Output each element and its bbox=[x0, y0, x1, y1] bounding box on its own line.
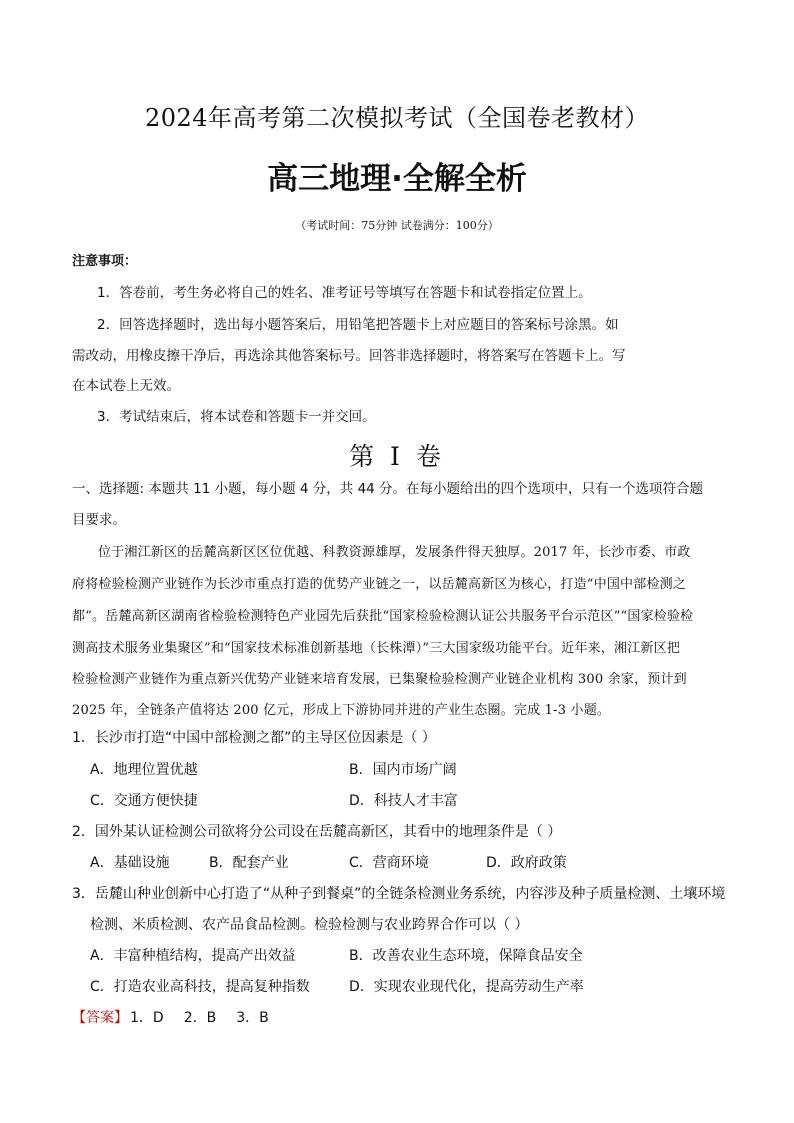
question-2-option-c: C．营商环境 bbox=[349, 855, 429, 871]
question-3-stem-line-2: 检测、米质检测、农产品食品检测。检验检测与农业跨界合作可以（ ） bbox=[90, 917, 529, 933]
notice-item-2-line-1: 2．回答选择题时，选出每小题答案后，用铅笔把答题卡上对应题目的答案标号涂黑。如 bbox=[97, 317, 619, 333]
question-2-option-a: A．基础设施 bbox=[90, 855, 170, 871]
question-1-stem: 1．长沙市打造“中国中部检测之都”的主导区位因素是（ ） bbox=[72, 730, 436, 746]
notice-heading: 注意事项： bbox=[72, 254, 138, 269]
question-1-option-b: B．国内市场广阔 bbox=[349, 762, 457, 778]
question-1-option-d: D．科技人才丰富 bbox=[349, 793, 458, 809]
section-instruction-line-1: 一、选择题: 本题共 11 小题，每小题 4 分，共 44 分。在每小题给出的四个选项中，只有一个选项符合题 bbox=[72, 481, 704, 497]
exam-title: 2024年高考第二次模拟考试（全国卷老教材） bbox=[144, 104, 650, 132]
section-instruction-line-2: 目要求。 bbox=[72, 512, 126, 528]
question-2-option-b: B．配套产业 bbox=[209, 855, 289, 871]
question-3-option-b: B．改善农业生态环境，保障食品安全 bbox=[349, 948, 583, 964]
notice-item-3: 3．考试结束后，将本试卷和答题卡一并交回。 bbox=[97, 409, 376, 425]
answer-value-1: 1．D bbox=[130, 1010, 164, 1026]
question-2-stem: 2．国外某认证检测公司欲将分公司设在岳麓高新区，其看中的地理条件是（ ） bbox=[72, 824, 562, 840]
passage-line-5: 检验检测产业链作为重点新兴优势产业链来培育发展，已集聚检验检测产业链企业机构 300 余家，预计到 bbox=[72, 672, 687, 687]
question-2-option-d: D．政府政策 bbox=[486, 855, 567, 871]
passage-line-3: 都”。岳麓高新区湖南省检验检测特色产业园先后获批“国家检验检测认证公共服务平台示范区”“国家检验检 bbox=[72, 609, 694, 624]
question-3-option-c: C．打造农业高科技，提高复种指数 bbox=[90, 979, 310, 995]
answer-line bbox=[72, 1007, 269, 1027]
passage-line-4: 测高技术服务业集聚区”和“国家技术标准创新基地（长株潭）”三大国家级功能平台。近年来，湘江新区把 bbox=[72, 641, 681, 656]
question-3-stem-line-1: 3．岳麓山种业创新中心打造了“从种子到餐桌”的全链条检测业务系统，内容涉及种子质量检测、土壤环境 bbox=[72, 886, 726, 902]
question-3-option-d: D．实现农业现代化，提高劳动生产率 bbox=[349, 979, 584, 995]
answer-label: 【答案】 bbox=[72, 1010, 128, 1026]
notice-item-1: 1．答卷前，考生务必将自己的姓名、准考证号等填写在答题卡和试卷指定位置上。 bbox=[97, 285, 592, 301]
notice-item-2-line-3: 在本试卷上无效。 bbox=[72, 378, 180, 394]
question-1-option-a: A．地理位置优越 bbox=[90, 762, 198, 778]
passage-line-2: 府将检验检测产业链作为长沙市重点打造的优势产业链之一，以岳麓高新区为核心，打造“中国中部检测之 bbox=[72, 577, 687, 592]
passage-line-6: 2025 年，全链条产值将达 200 亿元，形成上下游协同并进的产业生态圈。完成 1-3 小题。 bbox=[72, 703, 611, 718]
exam-time-info: （考试时间：75分钟 试卷满分：100分） bbox=[295, 219, 499, 232]
notice-item-2-line-2: 需改动，用橡皮擦干净后，再选涂其他答案标号。回答非选择题时，将答案写在答题卡上。写 bbox=[72, 348, 626, 364]
answer-value-2: 2．B bbox=[183, 1010, 217, 1026]
passage-line-1: 位于湘江新区的岳麓高新区区位优越、科教资源雄厚，发展条件得天独厚。2017 年，长沙市委、市政 bbox=[98, 545, 691, 560]
question-1-option-c: C．交通方便快捷 bbox=[90, 793, 198, 809]
volume-title: 第 I 卷 bbox=[349, 442, 445, 471]
exam-subtitle: 高三地理·全解全析 bbox=[267, 161, 527, 197]
question-3-option-a: A．丰富种植结构，提高产出效益 bbox=[90, 948, 296, 964]
answer-value-3: 3．B bbox=[236, 1010, 269, 1026]
